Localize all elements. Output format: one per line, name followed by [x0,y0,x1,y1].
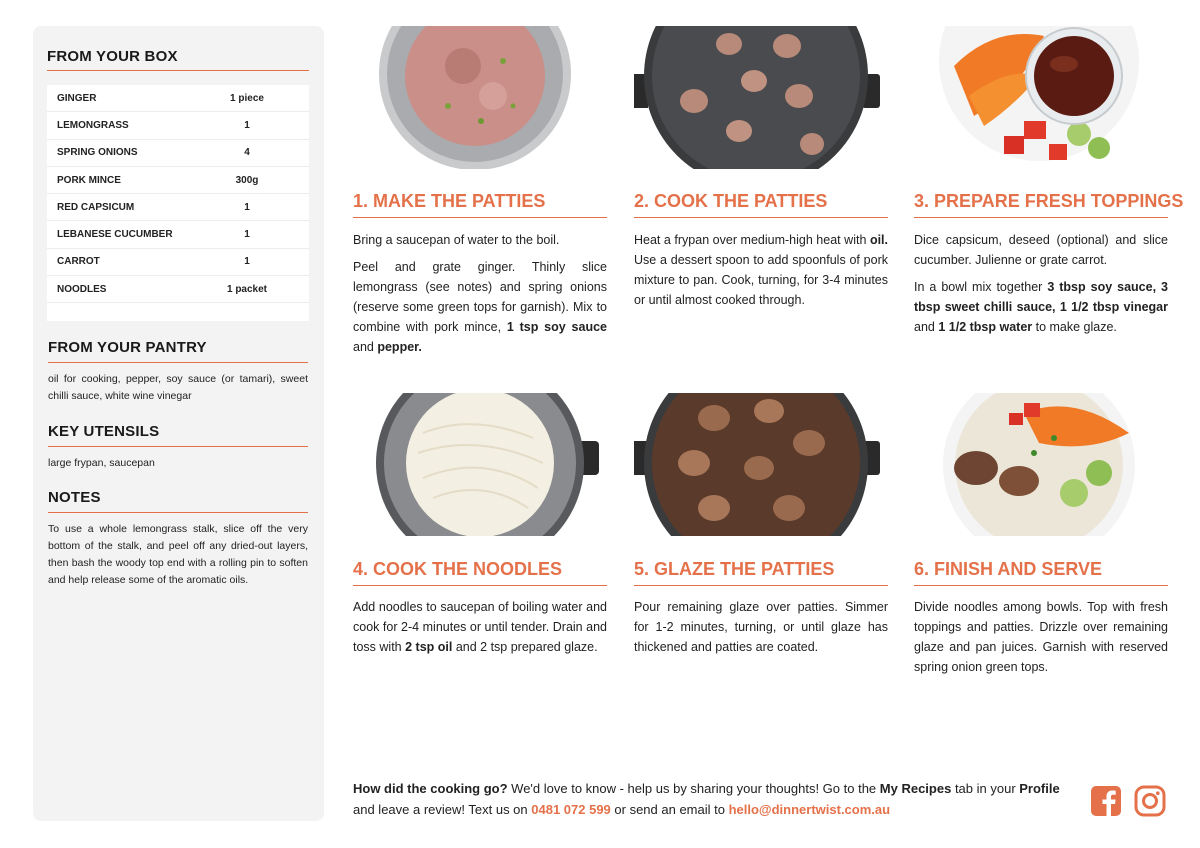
divider [48,446,308,447]
step-2-instructions [634,230,888,317]
bold-text: oil. [869,233,888,247]
notes-heading: NOTES [48,489,101,506]
ingredient-name: CARROT [57,256,100,268]
step-3-para [914,277,1168,337]
ingredient-name: LEMONGRASS [57,119,129,131]
ingredient-qty: 1 [244,119,250,131]
divider [353,585,607,586]
utensils-section [48,423,308,472]
text: Peel and grate ginger. Thinly slice lemongrass (see notes) and spring onions (reserve some green tops for garnish). Mix to combine with pork mince, [353,260,607,334]
feedback-question: How did the cooking go? [353,781,508,796]
ingredient-qty: 1 [244,229,250,241]
text: Add noodles to saucepan of boiling water and cook for 2-4 minutes or until tender. Drain and toss with [353,600,607,654]
phone-number[interactable]: 0481 072 599 [531,802,611,817]
divider [353,217,607,218]
ingredients-table [47,85,309,321]
step-2-image [634,26,888,169]
ingredient-qty: 1 [244,256,250,268]
pantry-section [48,339,308,405]
bold-text: 2 tsp oil [405,640,453,654]
step-3-image [914,26,1168,169]
utensils-text: large frypan, saucepan [48,457,155,469]
step-6-para: Divide noodles among bowls. Top with fresh toppings and patties. Drizzle over remaining glaze and pan juices. Garnish with reserved spring onion green tops. [914,600,1168,674]
ingredient-name: NOODLES [57,283,107,295]
ingredient-row [47,167,309,194]
step-4-instructions [353,597,607,664]
ingredient-qty: 1 packet [226,283,268,295]
step-6-title: 6. FINISH AND SERVE [914,559,1103,579]
step-5-image [634,393,888,536]
step-1-para: Bring a saucepan of water to the boil. [353,233,560,247]
step-1-title: 1. MAKE THE PATTIES [353,191,546,211]
text: to make glaze. [1032,320,1117,334]
step-3-para: Dice capsicum, deseed (optional) and slice cucumber. Julienne or grate carrot. [914,233,1168,267]
ingredient-qty: 1 piece [230,92,264,104]
text: Heat a frypan over medium-high heat with [634,233,870,247]
text: We'd love to know - help us by sharing your thoughts! Go to the [507,781,880,796]
pantry-heading: FROM YOUR PANTRY [48,339,207,356]
text: and [914,320,939,334]
step-6-image [914,393,1168,536]
divider [914,217,1168,218]
divider [48,512,308,513]
ingredient-name: GINGER [57,92,97,104]
bold-text: 3 tbsp soy sauce, 3 tbsp sweet chilli sauce, 1 1/2 tbsp vinegar [914,280,1168,314]
step-3-instructions [914,230,1168,344]
email-link[interactable]: hello@dinnertwist.com.au [728,802,891,817]
ingredient-name: LEBANESE CUCUMBER [57,229,173,241]
text: tab in your [951,781,1020,796]
bold-text: 1 tsp soy sauce [506,320,607,334]
profile-link[interactable]: Profile [1019,781,1060,796]
ingredient-row [47,221,309,248]
ingredient-row [47,85,309,112]
pantry-text: oil for cooking, pepper, soy sauce (or tamari), sweet chilli sauce, white wine vinegar [48,373,308,402]
step-5-para: Pour remaining glaze over patties. Simmer for 1-2 minutes, turning, or until glaze has thickened and patties are coated. [634,600,888,654]
ingredient-row [47,112,309,139]
ingredient-name: RED CAPSICUM [57,201,135,213]
step-5-title: 5. GLAZE THE PATTIES [634,559,835,579]
text: In a bowl mix together [914,280,1048,294]
ingredient-qty: 1 [244,201,250,213]
divider [634,217,888,218]
ingredient-qty: 300g [235,174,259,186]
utensils-heading: KEY UTENSILS [48,423,160,440]
step-1-para [353,257,607,357]
divider [47,70,309,71]
step-6-instructions [914,597,1168,684]
bold-text: 1 1/2 tbsp water [938,320,1033,334]
step-1-instructions [353,230,607,364]
step-4-para [353,597,607,657]
text: Use a dessert spoon to add spoonfuls of pork mixture to pan. Cook, turning, for 3-4 minutes or until almost cooked through. [634,253,888,307]
step-5-instructions [634,597,888,664]
ingredient-name: PORK MINCE [57,174,121,186]
my-recipes-link[interactable]: My Recipes [879,781,952,796]
feedback-footer [353,778,1073,820]
instagram-icon[interactable] [1134,785,1166,817]
notes-text: To use a whole lemongrass stalk, slice off the very bottom of the stalk, and peel off any dried-out layers, then bash the woody top end with a rolling pin to soften and help release some of the aromatic oils. [48,523,308,586]
facebook-icon[interactable] [1090,785,1122,817]
ingredient-row [47,249,309,276]
text: or send an email to [610,802,729,817]
ingredients-sidebar [33,26,324,821]
text: and leave a review! Text us on [353,802,532,817]
step-4-image [353,393,607,536]
ingredient-row [47,140,309,167]
ingredient-row [47,276,309,303]
step-3-title: 3. PREPARE FRESH TOPPINGS [914,191,1184,211]
step-1-image [353,26,607,169]
bold-text: pepper. [377,340,422,354]
step-4-title: 4. COOK THE NOODLES [353,559,563,579]
divider [914,585,1168,586]
step-2-title: 2. COOK THE PATTIES [634,191,828,211]
step-2-para [634,230,888,310]
notes-section [48,489,308,589]
text: and 2 tsp prepared glaze. [452,640,598,654]
divider [48,362,308,363]
from-your-box-heading: FROM YOUR BOX [47,48,178,65]
text: and [353,340,378,354]
ingredient-name: SPRING ONIONS [57,147,138,159]
divider [634,585,888,586]
ingredient-qty: 4 [244,147,250,159]
ingredient-row [47,194,309,221]
